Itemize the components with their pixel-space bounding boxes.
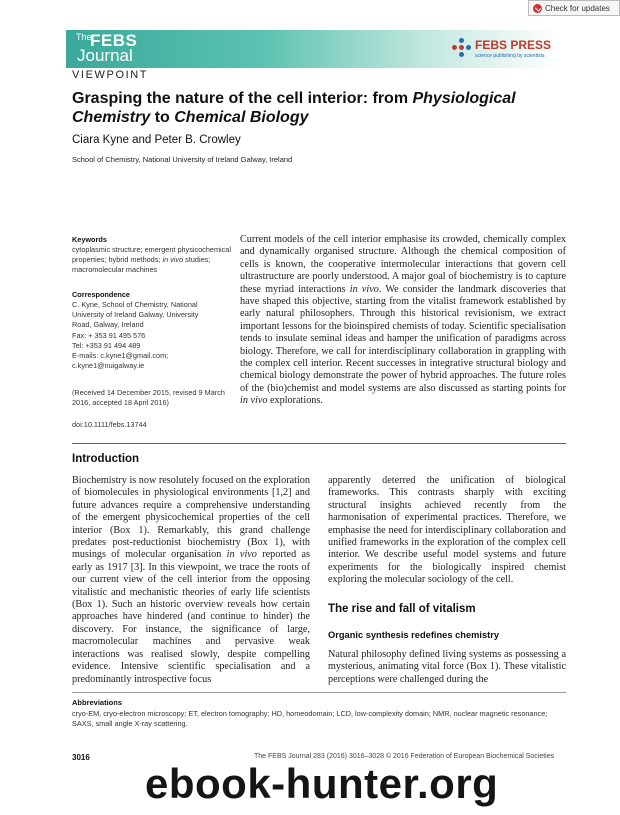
check-updates-icon <box>533 4 542 13</box>
received-dates: (Received 14 December 2015, revised 9 March 2016, accepted 18 April 2016) <box>72 388 225 408</box>
section-label: VIEWPOINT <box>72 69 149 81</box>
doi: doi:10.1111/febs.13744 <box>72 420 147 429</box>
introduction-heading: Introduction <box>72 453 140 465</box>
col1-part-1: Biochemistry is now resolutely focused on the exploration of biomolecules in physiological environments [1,2] and future advances require a comprehensive understanding of the emergent physicochemical properties of the cell interior (Box 1). Remarkably, this grand challenge predates post-reductionist biochemistry (Box 1), with musings of molecular organisation <box>72 475 310 561</box>
title-part-4: Chemical Biology <box>174 109 309 126</box>
keywords-heading: Keywords <box>72 235 107 244</box>
col1-part-3: reported as early as 1917 [3]. In this viewpoint, we trace the roots of our current view of the cell interior from the opposing vitalistic and mechanistic theories of early life scientists (Box 1). Such an historic overview reveals how certain approaches have hindered (and continue to hinder) the discovery. For instance, the significance of large, macromolecular machines and pervasive weak interactions was realised slowly, despite compelling evidence. Intensive scientific specialisation and a predominantly introspective focus <box>72 549 310 685</box>
affiliation: School of Chemistry, National University of Ireland Galway, Ireland <box>72 155 293 164</box>
title-part-1: Grasping the nature of the cell interior: from <box>72 90 413 107</box>
correspondence-line: Road, Galway, Ireland <box>72 320 144 330</box>
correspondence-line: University of Ireland Galway, University <box>72 310 199 320</box>
journal-logo-journal: Journal <box>77 46 133 65</box>
check-updates-label: Check for updates <box>545 3 610 13</box>
keywords-part-3: studies; macromolecular machines <box>72 255 211 275</box>
watermark: ebook-hunter.org <box>145 760 499 807</box>
abstract-part-1: Current models of the cell interior emphasise its crowded, chemically complex and dynamically organised structure. Although the chemical composition of cells is known, the cooperative intermolecular interactions that govern cell ultrastructure are poorly understood. A major goal of biochemistry is to capture these myriad interactions <box>240 234 566 295</box>
correspondence-line: C. Kyne, School of Chemistry, National <box>72 300 198 309</box>
col1-part-2: in vivo <box>226 549 257 561</box>
abstract-part-4: in vivo <box>240 395 268 407</box>
publisher-tagline: science publishing by scientists <box>475 53 545 59</box>
journal-logo-febs: FEBS <box>90 31 138 50</box>
keywords-part-2: in vivo <box>162 255 184 265</box>
keywords-text <box>72 245 232 276</box>
body-column-left <box>72 475 310 686</box>
title-part-2: Physiological Chemistry <box>72 90 516 126</box>
abstract-part-2: in vivo <box>349 283 379 295</box>
correspondence-line: E-mails: c.kyne1@gmail.com; <box>72 351 169 361</box>
abstract-divider <box>72 443 566 444</box>
journal-logo-the: The <box>76 32 92 42</box>
section-heading-vitalism: The rise and fall of vitalism <box>328 603 476 615</box>
febs-press-logo-icon <box>452 38 472 58</box>
subsection-heading: Organic synthesis redefines chemistry <box>328 630 500 640</box>
abbreviations-text: cryo-EM, cryo-electron microscopy; ET, electron tomography; HD, homeodomain; LCD, low-complexity domain; NMR, nuclear magnetic resonance; SAXS, small angle X-ray scattering. <box>72 709 548 728</box>
body-column-right-continued: Natural philosophy defined living systems as possessing a mysterious, animating vital force (Box 1). These vitalistic perceptions were challenged during the <box>328 649 566 685</box>
keywords-part-1: cytoplasmic structure; emergent physicochemical properties; hybrid methods; <box>72 245 231 265</box>
page-number: 3016 <box>72 753 90 762</box>
body-column-right: apparently deterred the unification of biological frameworks. This contrasts sharply with exciting structural insights achieved recently from the harmonisation of experimental practices. Therefore, we emphasise the need for interdisciplinary collaboration and unified frameworks in the exploration of the complex cell interior. We describe useful model systems and future experiments for the biologically inspired chemist exploring the molecular sociology of the cell. <box>328 475 566 586</box>
correspondence-line: c.kyne1@nuigalway.ie <box>72 361 145 371</box>
abstract-part-3: . We consider the landmark discoveries that have shaped this objective, starting from the vitalist framework established by early natural philosophers. Through this historical revisionism, we extract important lessons for the bioinspired chemists of today. Scientific specialisation tends to insulate seminal ideas and hamper the unification of paradigms across biology. Therefore, we call for interdisciplinary collaboration in grappling with the complex cell interior. Recent successes in integrative structural biology and chemical biology demonstrate the power of hybrid approaches. The future roles of the (bio)chemist and model systems are also discussed as starting points for <box>240 283 566 394</box>
title-part-3: to <box>150 109 175 126</box>
correspondence-block <box>72 300 232 371</box>
footer-citation: The FEBS Journal 283 (2016) 3016–3028 © 2016 Federation of European Biochemical Societies <box>254 753 555 760</box>
article-title <box>72 89 572 127</box>
abstract-part-5: explorations. <box>267 395 323 407</box>
abstract <box>240 234 566 408</box>
abbreviations-heading: Abbreviations <box>72 698 123 707</box>
correspondence-line: Tel: +353 91 494 489 <box>72 340 141 350</box>
authors: Ciara Kyne and Peter B. Crowley <box>72 134 241 146</box>
abbreviations-divider <box>72 692 566 693</box>
correspondence-line: Fax: + 353 91 495 576 <box>72 330 146 340</box>
publisher-name: FEBS PRESS <box>475 38 552 52</box>
check-for-updates-badge[interactable] <box>528 0 620 16</box>
correspondence-heading: Correspondence <box>72 290 130 299</box>
